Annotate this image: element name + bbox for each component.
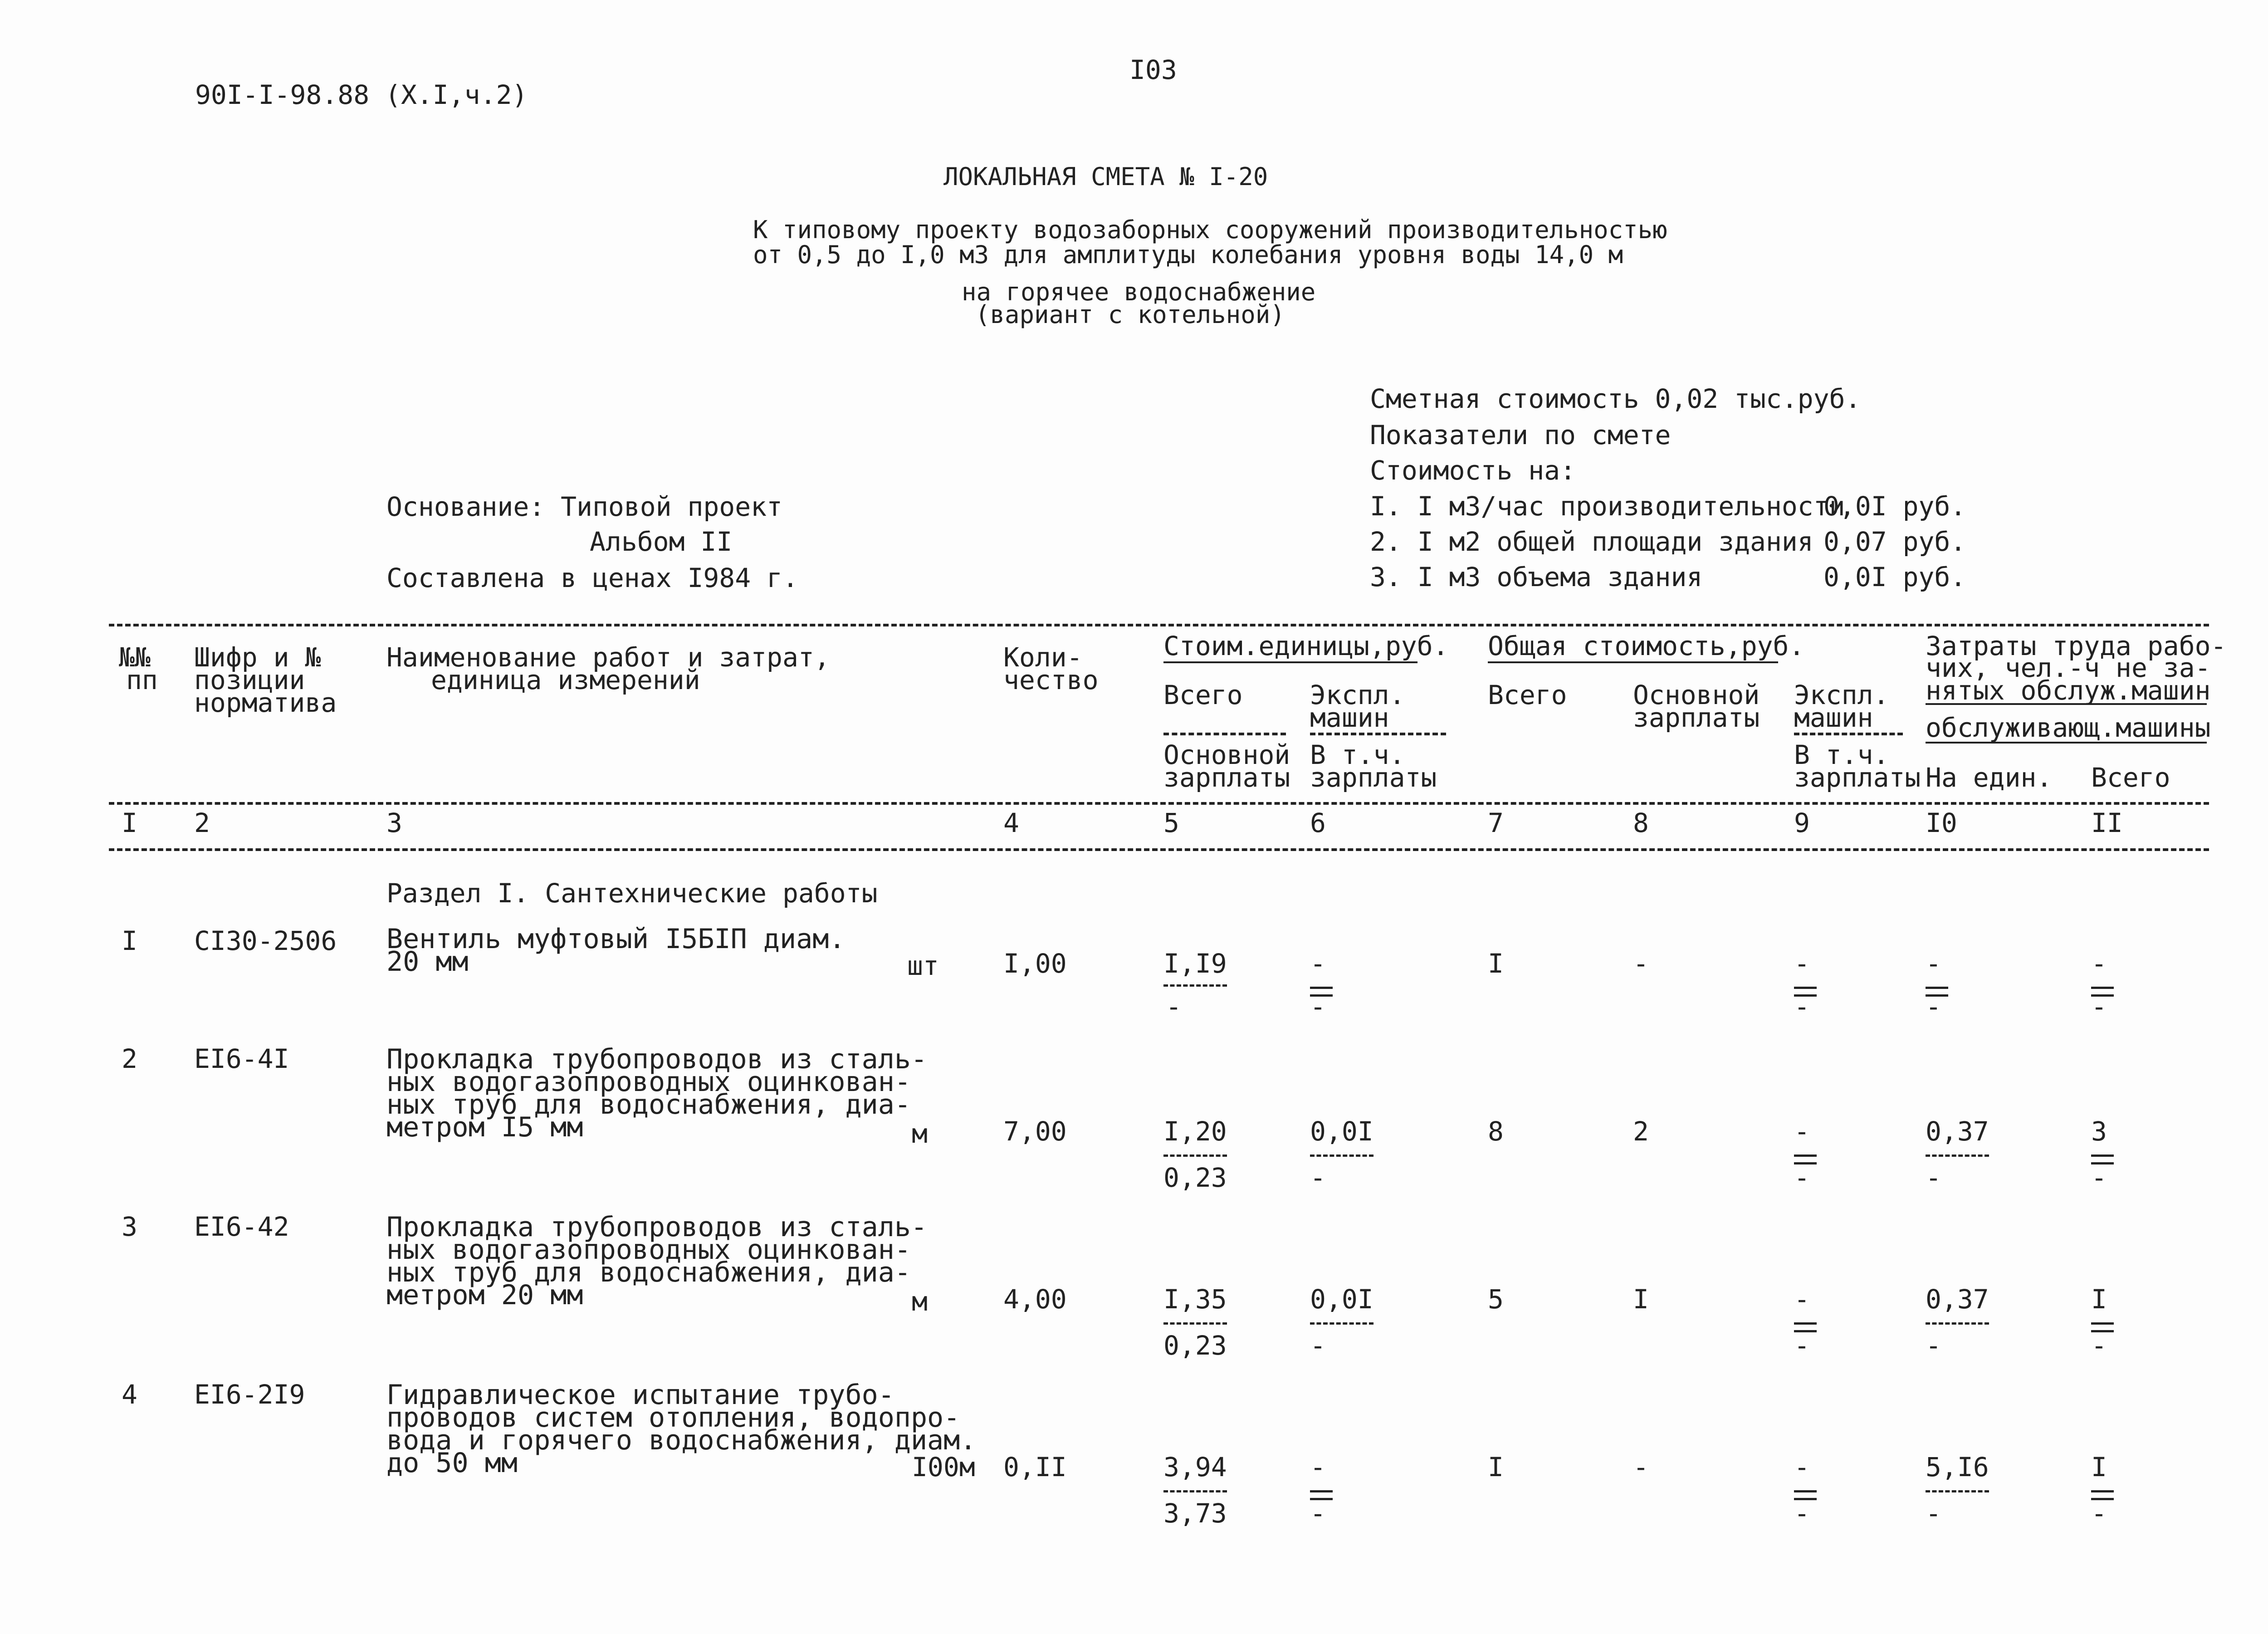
row-unit-salary: 3,73 — [1163, 1498, 1227, 1529]
row-name-line: Прокладка трубопроводов из сталь- — [386, 1043, 928, 1075]
col2-header-a: Шифр и № — [194, 642, 321, 673]
fraction-line — [1926, 1322, 1989, 1325]
total-cost-group: Общая стоимость,руб. — [1488, 631, 1805, 661]
row-name-line: ных водогазопроводных оцинкован- — [386, 1234, 911, 1266]
colnum-8: 8 — [1633, 807, 1649, 838]
row-unit-machines: - — [1310, 1452, 1326, 1482]
fraction-line — [1794, 1155, 1817, 1157]
total-machines-divider — [1794, 733, 1903, 735]
row-qty: 0,II — [1003, 1452, 1067, 1482]
row-unit-salary: 0,23 — [1163, 1330, 1227, 1361]
colnum-4: 4 — [1003, 807, 1019, 838]
row-labor-unit: 5,I6 — [1926, 1452, 1989, 1482]
fraction-line — [1794, 1490, 1817, 1492]
estimated-cost: Сметная стоимость 0,02 тыс.руб. — [1370, 383, 1861, 414]
row-labor-total-sub: - — [2091, 1162, 2107, 1193]
total-machines-header-b: машин — [1794, 702, 1873, 733]
row-unit-total: I,20 — [1163, 1116, 1227, 1147]
row-code: ЕI6-42 — [194, 1211, 289, 1242]
colnum-10: I0 — [1926, 807, 1957, 838]
row-total-machines-salary: - — [1794, 1498, 1810, 1529]
row-name-line: Гидравлическое испытание трубо- — [386, 1379, 894, 1411]
subtitle-line-4: (вариант с котельной) — [975, 300, 1285, 329]
unit-cost-group-underline — [1163, 661, 1418, 663]
fraction-line — [2091, 1322, 2114, 1325]
row-unit-total: 3,94 — [1163, 1452, 1227, 1482]
colnum-5: 5 — [1163, 807, 1179, 838]
row-total-machines: - — [1794, 1116, 1810, 1147]
row-labor-total-sub: - — [2091, 1330, 2107, 1361]
row-unit-machines-salary: - — [1310, 1162, 1326, 1193]
unit-machines-header-b: машин — [1310, 702, 1389, 733]
basis-line-1: Основание: Типовой проект — [386, 491, 782, 522]
row-code: ЕI6-2I9 — [194, 1379, 305, 1410]
row-name-line: ных труб для водоснабжения, диа- — [386, 1257, 911, 1288]
row-unit-total: I,35 — [1163, 1284, 1227, 1315]
row-total: 8 — [1488, 1116, 1504, 1147]
row-name-line: Вентиль муфтовый I5БIП диам. — [386, 923, 846, 955]
row-total-machines-salary: - — [1794, 991, 1810, 1022]
total-machines-header-a: Экспл. — [1794, 680, 1889, 710]
total-incl-salary-a: В т.ч. — [1794, 739, 1889, 770]
row-labor-unit-sub: - — [1926, 1498, 1941, 1529]
row-unit: м — [912, 1118, 928, 1149]
unit-cost-group: Стоим.единицы,руб. — [1163, 631, 1449, 661]
unit-incl-salary-a: В т.ч. — [1310, 739, 1405, 770]
row-labor-unit-sub: - — [1926, 1162, 1941, 1193]
row-labor-total-sub: - — [2091, 1498, 2107, 1529]
row-no: I — [122, 925, 137, 956]
row-name-line: метром 20 мм — [386, 1279, 583, 1311]
fraction-line — [1926, 987, 1948, 989]
fraction-line — [1310, 1322, 1374, 1325]
row-code: ЕI6-4I — [194, 1043, 289, 1074]
colnum-7: 7 — [1488, 807, 1504, 838]
row-labor-unit: 0,37 — [1926, 1116, 1989, 1147]
fraction-line — [1926, 1155, 1989, 1157]
row-total-salary: 2 — [1633, 1116, 1649, 1147]
row-no: 2 — [122, 1043, 137, 1074]
indicator-2-value: 0,07 руб. — [1823, 526, 1966, 557]
row-name-line: ных водогазопроводных оцинкован- — [386, 1066, 911, 1098]
fraction-line — [1926, 1490, 1989, 1492]
indicator-1-label: I. I м3/час производительности — [1370, 491, 1845, 522]
row-labor-total: - — [2091, 948, 2107, 979]
fraction-line — [2091, 1155, 2114, 1157]
row-unit-machines: 0,0I — [1310, 1284, 1374, 1315]
indicator-3-value: 0,0I руб. — [1823, 562, 1966, 592]
row-unit-machines-salary: - — [1310, 1330, 1326, 1361]
total-salary-header-b: зарплаты — [1633, 702, 1760, 733]
unit-salary-header-b: зарплаты — [1163, 762, 1290, 793]
row-labor-total: I — [2091, 1284, 2107, 1315]
col2-header-c: норматива — [194, 687, 337, 718]
row-unit: шт — [907, 950, 939, 981]
row-code: СI30-2506 — [194, 925, 337, 956]
row-name-line: вода и горячего водоснабжения, диам. — [386, 1424, 977, 1456]
row-name-line: до 50 мм — [386, 1447, 518, 1479]
fraction-line — [1794, 987, 1817, 989]
row-unit-machines-salary: - — [1310, 1498, 1326, 1529]
indicator-1-value: 0,0I руб. — [1823, 491, 1966, 522]
colnum-1: I — [122, 807, 137, 838]
row-name-line: ных труб для водоснабжения, диа- — [386, 1089, 911, 1120]
row-unit: I00м — [912, 1452, 975, 1482]
unit-total-divider — [1163, 733, 1286, 735]
labor-group-b: чих, чел.-ч не за- — [1926, 652, 2211, 683]
row-labor-unit-sub: - — [1926, 1330, 1941, 1361]
labor-group-c: нятых обслуж.машин — [1926, 675, 2211, 706]
indicator-2-label: 2. I м2 общей площади здания — [1370, 526, 1813, 557]
section-title: Раздел I. Сантехнические работы — [386, 878, 878, 909]
row-total-machines: - — [1794, 1284, 1810, 1315]
header-top-rule — [109, 624, 2209, 626]
row-unit-salary: - — [1166, 991, 1182, 1022]
row-qty: I,00 — [1003, 948, 1067, 979]
subtitle-line-2: от 0,5 до I,0 м3 для амплитуды колебания уровня воды 14,0 м — [753, 240, 1623, 269]
row-no: 3 — [122, 1211, 137, 1242]
basis-line-3: Составлена в ценах I984 г. — [386, 563, 798, 593]
row-name-line: Прокладка трубопроводов из сталь- — [386, 1211, 928, 1243]
fraction-line — [1794, 1322, 1817, 1325]
unit-salary-header-a: Основной — [1163, 739, 1290, 770]
row-total-machines: - — [1794, 1452, 1810, 1482]
col4-header-a: Коли- — [1003, 642, 1083, 673]
unit-incl-salary-b: зарплаты — [1310, 762, 1437, 793]
cost-for-label: Стоимость на: — [1370, 455, 1576, 486]
header-bottom-rule — [109, 848, 2209, 851]
row-labor-total-sub: - — [2091, 991, 2107, 1022]
row-labor-unit: 0,37 — [1926, 1284, 1989, 1315]
labor-group-a: Затраты труда рабо- — [1926, 631, 2227, 661]
row-total-salary: - — [1633, 948, 1649, 979]
row-name-line: 20 мм — [386, 946, 469, 978]
row-labor-unit-sub: - — [1926, 991, 1941, 1022]
total-salary-header-a: Основной — [1633, 680, 1760, 710]
row-labor-unit: - — [1926, 948, 1941, 979]
row-no: 4 — [122, 1379, 137, 1410]
fraction-line — [1163, 1490, 1227, 1492]
labor-group-underline — [1926, 703, 2207, 705]
fraction-line — [2091, 987, 2114, 989]
row-unit-total: I,I9 — [1163, 948, 1227, 979]
fraction-line — [1310, 987, 1333, 989]
row-qty: 4,00 — [1003, 1284, 1067, 1315]
row-unit-machines: - — [1310, 948, 1326, 979]
document-code: 90I-I-98.88 (X.I,ч.2) — [195, 79, 528, 110]
labor-per-unit-header: На един. — [1926, 762, 2053, 793]
colnum-6: 6 — [1310, 807, 1326, 838]
basis-line-2: Альбом II — [590, 526, 733, 557]
row-unit: м — [912, 1286, 928, 1317]
indicators-label: Показатели по смете — [1370, 420, 1671, 450]
row-total: 5 — [1488, 1284, 1504, 1315]
row-total-machines: - — [1794, 948, 1810, 979]
colnum-11: II — [2091, 807, 2123, 838]
subtitle-line-1: К типовому проекту водозаборных сооружений производительностью — [753, 215, 1667, 244]
unit-machines-divider — [1310, 733, 1446, 735]
row-total-salary: - — [1633, 1452, 1649, 1482]
row-name-line: метром I5 мм — [386, 1111, 583, 1143]
total-all-header: Всего — [1488, 680, 1567, 710]
fraction-line — [1163, 1322, 1227, 1325]
col3-header-a: Наименование работ и затрат, — [386, 642, 830, 673]
fraction-line — [1163, 1155, 1227, 1157]
document-title: ЛОКАЛЬНАЯ СМЕТА № I-20 — [943, 162, 1268, 191]
col1-header-b: пп — [126, 665, 158, 695]
col1-header-a: №№ — [119, 642, 151, 673]
colnum-2: 2 — [194, 807, 210, 838]
labor-service-underline — [1926, 742, 2207, 744]
row-qty: 7,00 — [1003, 1116, 1067, 1147]
total-incl-salary-b: зарплаты — [1794, 762, 1921, 793]
row-unit-salary: 0,23 — [1163, 1162, 1227, 1193]
row-unit-machines-salary: - — [1310, 991, 1326, 1022]
fraction-line — [1310, 1155, 1374, 1157]
row-labor-total: I — [2091, 1452, 2107, 1482]
row-total-machines-salary: - — [1794, 1330, 1810, 1361]
row-unit-machines: 0,0I — [1310, 1116, 1374, 1147]
row-name-line: проводов систем отопления, водопро- — [386, 1402, 960, 1433]
subtitle-line-3: на горячее водоснабжение — [962, 278, 1316, 306]
col3-header-b: единица измерений — [431, 665, 700, 695]
indicator-3-label: 3. I м3 объема здания — [1370, 562, 1703, 592]
header-mid-rule — [109, 802, 2209, 805]
row-total-machines-salary: - — [1794, 1162, 1810, 1193]
fraction-line — [2091, 1490, 2114, 1492]
unit-total-header: Всего — [1163, 680, 1243, 710]
colnum-3: 3 — [386, 807, 402, 838]
fraction-line — [1163, 984, 1227, 987]
total-cost-group-underline — [1488, 661, 1778, 663]
col2-header-b: позиции — [194, 665, 305, 695]
labor-service-machines: обслуживающ.машины — [1926, 712, 2211, 743]
labor-total-header: Всего — [2091, 762, 2170, 793]
row-total: I — [1488, 948, 1504, 979]
row-total-salary: I — [1633, 1284, 1649, 1315]
unit-machines-header-a: Экспл. — [1310, 680, 1405, 710]
colnum-9: 9 — [1794, 807, 1810, 838]
row-total: I — [1488, 1452, 1504, 1482]
fraction-line — [1310, 1490, 1333, 1492]
col4-header-b: чество — [1003, 665, 1099, 695]
row-labor-total: 3 — [2091, 1116, 2107, 1147]
page-number: I03 — [1129, 54, 1177, 85]
